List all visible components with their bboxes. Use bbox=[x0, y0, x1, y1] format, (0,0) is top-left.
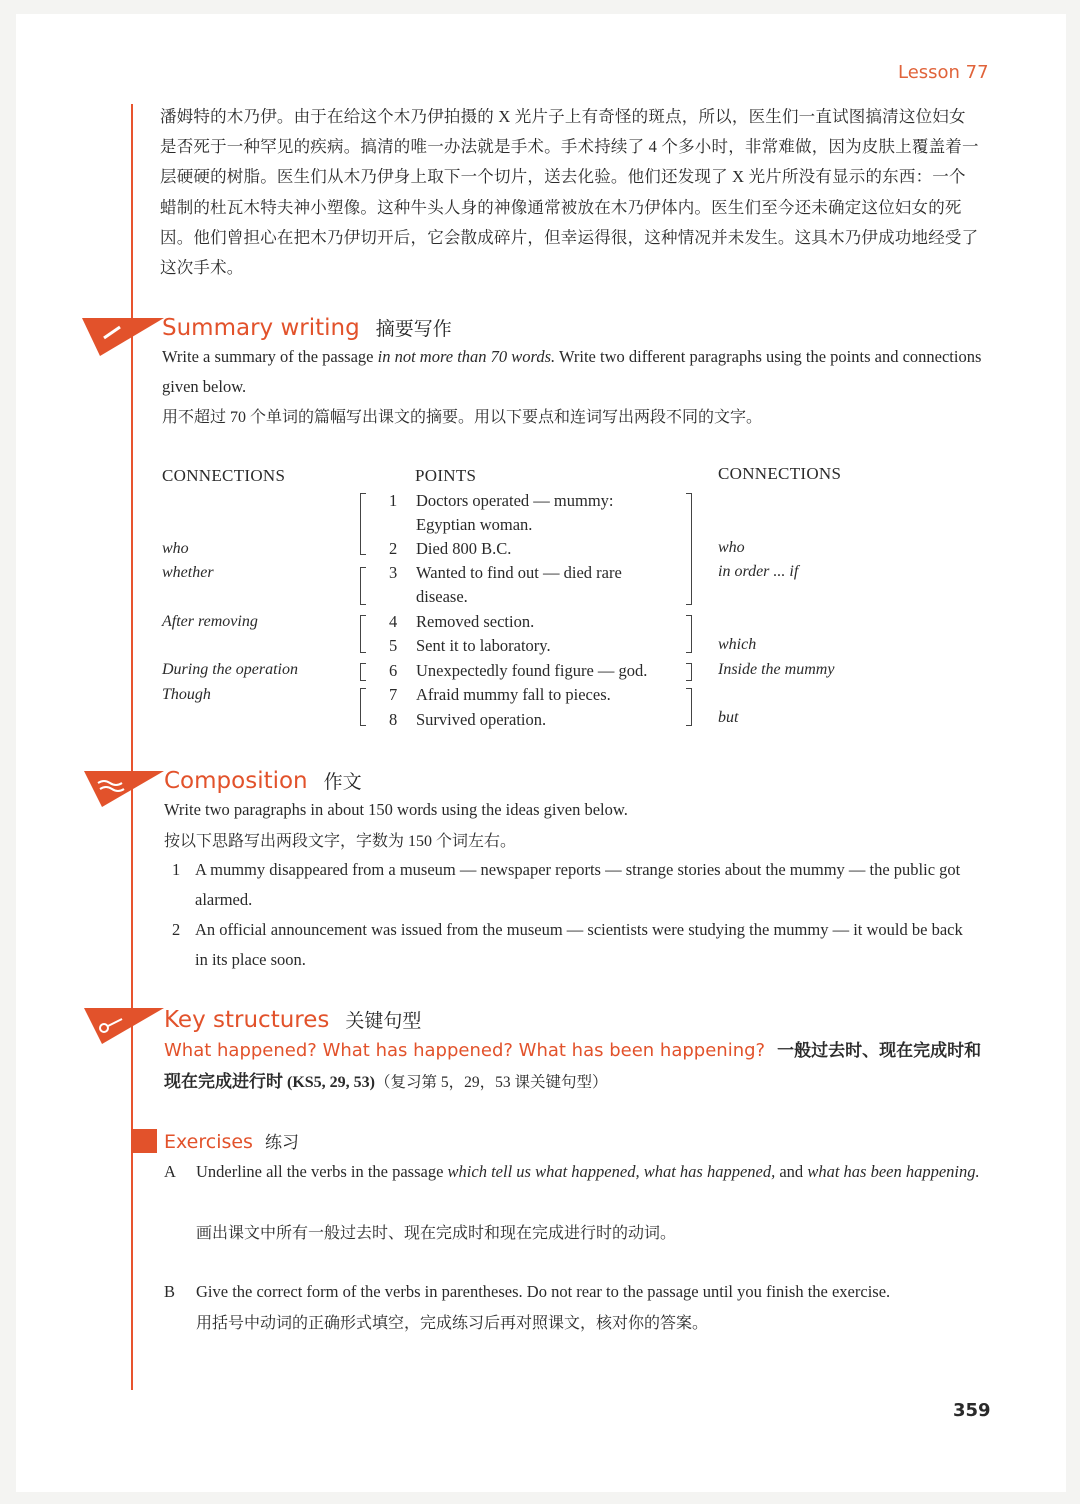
exercise-b-text: Give the correct form of the verbs in parentheses. Do not rear to the passage until you finish the exercise. bbox=[196, 1282, 891, 1301]
pencil-icon bbox=[82, 318, 164, 358]
right-connection: which bbox=[718, 636, 757, 653]
right-connection: Inside the mummy bbox=[718, 661, 835, 678]
exercises-title: Exercises bbox=[164, 1131, 253, 1153]
summary-instr-c: Write two different paragraphs using the points and connections given below. bbox=[162, 347, 982, 396]
right-bracket bbox=[686, 663, 692, 681]
left-bracket bbox=[360, 615, 366, 653]
point-text: Unexpectedly found figure — god. bbox=[416, 661, 648, 680]
point-number: 4 bbox=[389, 612, 398, 631]
summary-heading bbox=[162, 314, 452, 341]
exercises-heading bbox=[164, 1128, 299, 1153]
exercise-a-text-2: which tell us what happened, what has happened, bbox=[447, 1162, 776, 1181]
exercise-a-text-1: Underline all the verbs in the passage bbox=[196, 1162, 448, 1181]
left-connection: After removing bbox=[162, 613, 258, 630]
point-text: Survived operation. bbox=[416, 710, 547, 729]
point-number: 2 bbox=[389, 539, 398, 558]
key-title: Key structures bbox=[164, 1007, 330, 1033]
right-bracket bbox=[686, 615, 692, 653]
right-bracket bbox=[686, 493, 692, 605]
composition-item-number: 1 bbox=[172, 860, 181, 879]
point-number: 5 bbox=[389, 636, 398, 655]
composition-icon bbox=[84, 771, 164, 809]
key-ref-zh: （复习第 5，29，53 课关键句型） bbox=[375, 1074, 608, 1091]
left-connection: whether bbox=[162, 564, 214, 581]
point-number: 7 bbox=[389, 685, 398, 704]
composition-title-zh: 作文 bbox=[323, 771, 362, 793]
lesson-label: Lesson 77 bbox=[898, 62, 989, 83]
left-bracket bbox=[360, 688, 366, 726]
point-text: Doctors operated — mummy: bbox=[416, 491, 614, 510]
exercises-marker bbox=[131, 1129, 157, 1153]
composition-item-number: 2 bbox=[172, 920, 181, 939]
point-text: Died 800 B.C. bbox=[416, 539, 512, 558]
key-subtitle-zh: 一般过去时、现在完成时和现在完成进行时 bbox=[164, 1041, 982, 1092]
left-connection: During the operation bbox=[162, 661, 298, 678]
points-header: POINTS bbox=[415, 466, 477, 485]
key-subtitle-en: What happened? What has happened? What has been happening? bbox=[164, 1040, 766, 1061]
composition-instructions-zh: 按以下思路写出两段文字，字数为 150 个词左右。 bbox=[164, 833, 517, 850]
exercise-a-label: A bbox=[164, 1162, 176, 1181]
summary-title-zh: 摘要写作 bbox=[375, 318, 452, 340]
margin-rule bbox=[131, 104, 133, 1390]
point-number: 8 bbox=[389, 710, 398, 729]
right-connection: in order ... if bbox=[718, 563, 799, 580]
left-bracket bbox=[360, 493, 366, 555]
connections-left-header: CONNECTIONS bbox=[162, 466, 286, 485]
composition-instructions: Write two paragraphs in about 150 words using the ideas given below. bbox=[164, 800, 628, 819]
composition-item-text: An official announcement was issued from the museum — scientists were studying the mummy — it would be back in its place soon. bbox=[195, 920, 963, 969]
exercise-b-zh: 用括号中动词的正确形式填空，完成练习后再对照课文，核对你的答案。 bbox=[196, 1315, 709, 1332]
right-bracket bbox=[686, 688, 692, 726]
point-text: disease. bbox=[416, 587, 468, 606]
left-connection: Though bbox=[162, 686, 211, 703]
exercises-title-zh: 练习 bbox=[264, 1133, 299, 1153]
key-heading bbox=[164, 1006, 421, 1033]
key-subtitle bbox=[164, 1036, 986, 1098]
composition-item-text bbox=[195, 855, 985, 915]
exercise-a-text-4: what has been happening. bbox=[807, 1162, 980, 1181]
exercise-b-label: B bbox=[164, 1282, 176, 1301]
intro-paragraph-zh: 潘姆特的木乃伊。由于在给这个木乃伊拍摄的 X 光片子上有奇怪的斑点，所以，医生们一直试图搞清这位妇女是否死于一种罕见的疾病。搞清的唯一办法就是手术。手术持续了 4 个多小时，非常难做，因为皮肤上覆盖着一层硬硬的树脂。医生们从木乃伊身上取下一个切片，送去化验。他们还发现了 X 光片所没有显示的东西：一个蜡制的杜瓦木特夫神小塑像。这种牛头人身的神像通常被放在木乃伊体内。医生们至今还未确定这位妇女的死因。他们曾担心在把木乃伊切开后，它会散成碎片，但幸运得很，这种情况并未发生。这具木乃伊成功地经受了这次手术。 bbox=[160, 107, 979, 278]
key-icon bbox=[84, 1008, 164, 1046]
point-text: Sent it to laboratory. bbox=[416, 636, 551, 655]
summary-instructions-zh: 用不超过 70 个单词的篇幅写出课文的摘要。用以下要点和连词写出两段不同的文字。 bbox=[162, 409, 763, 426]
key-title-zh: 关键句型 bbox=[345, 1010, 422, 1032]
summary-instructions bbox=[162, 342, 984, 402]
point-text: Wanted to find out — died rare bbox=[416, 563, 622, 582]
exercise-a-text-3: and bbox=[775, 1162, 808, 1181]
exercise-a-zh: 画出课文中所有一般过去时、现在完成时和现在完成进行时的动词。 bbox=[196, 1225, 677, 1242]
page-number: 359 bbox=[953, 1400, 991, 1421]
composition-item-1-text: A mummy disappeared from a museum — newspaper reports — strange stories about the mummy — the public got alarmed. bbox=[195, 860, 961, 909]
point-text: Removed section. bbox=[416, 612, 535, 631]
point-number: 3 bbox=[389, 563, 398, 582]
summary-instr-b: in not more than 70 words. bbox=[377, 347, 556, 366]
connections-right-header: CONNECTIONS bbox=[718, 464, 842, 483]
point-number: 6 bbox=[389, 661, 398, 680]
point-number: 1 bbox=[389, 491, 398, 510]
composition-heading bbox=[164, 767, 362, 794]
right-connection: but bbox=[718, 709, 739, 726]
left-bracket bbox=[360, 567, 366, 605]
right-connection: who bbox=[718, 539, 745, 556]
point-text: Afraid mummy fall to pieces. bbox=[416, 685, 611, 704]
summary-instr-a: Write a summary of the passage bbox=[162, 347, 378, 366]
left-connection: who bbox=[162, 540, 189, 557]
exercise-a-text bbox=[196, 1157, 986, 1187]
composition-title: Composition bbox=[164, 768, 308, 794]
point-text: Egyptian woman. bbox=[416, 515, 533, 534]
summary-title: Summary writing bbox=[162, 315, 360, 341]
left-bracket bbox=[360, 663, 366, 681]
key-ref: (KS5, 29, 53) bbox=[287, 1074, 375, 1091]
